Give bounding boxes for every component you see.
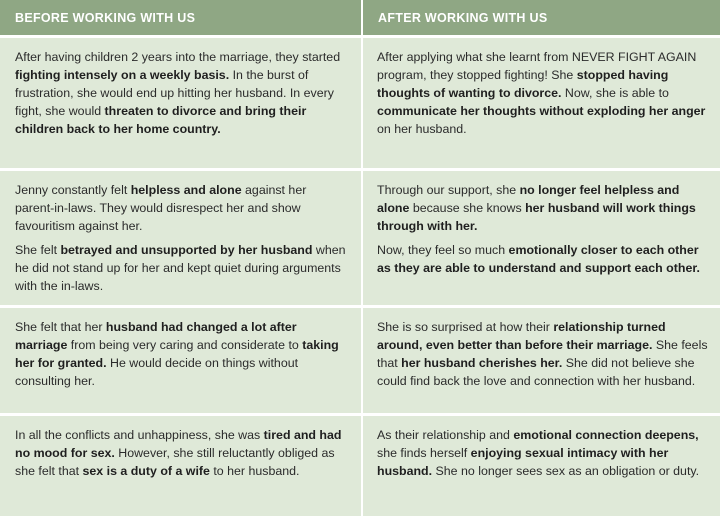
emphasis-text: helpless and alone [130, 183, 242, 197]
body-text: Now, they feel so much [377, 243, 509, 257]
body-text: Now, she is able to [561, 86, 669, 100]
row-4-before [0, 413, 361, 516]
emphasis-text: stopped having thoughts of wanting to divorce. [377, 68, 669, 100]
emphasis-text: her husband will work things through with her. [377, 201, 696, 233]
header-after [361, 0, 720, 35]
body-text: to her husband. [209, 464, 300, 478]
emphasis-text: enjoying sexual intimacy with her husband. [377, 446, 669, 478]
header-before [0, 0, 361, 35]
emphasis-text: sex is a duty of a wife [82, 464, 210, 478]
emphasis-text: fighting intensely on a weekly basis. [15, 68, 230, 82]
row-2-after [361, 168, 720, 305]
cell-paragraph [377, 48, 708, 138]
body-text: from being very caring and considerate to [67, 338, 303, 352]
body-text: Through our support, she [377, 183, 520, 197]
body-text: However, she still reluctantly obliged as she felt that [15, 446, 335, 478]
cell-paragraph [15, 426, 349, 480]
cell-paragraph [15, 48, 349, 138]
emphasis-text: husband had changed a lot after marriage [15, 320, 297, 352]
cell-paragraph [15, 241, 349, 295]
header-before-label: BEFORE WORKING WITH US [15, 10, 196, 25]
cell-paragraph [377, 318, 708, 390]
body-text: As their relationship and [377, 428, 514, 442]
body-text: After having children 2 years into the marriage, they started [15, 50, 341, 64]
body-text: on her husband. [377, 122, 467, 136]
body-text: He would decide on things without consulting her. [15, 356, 299, 388]
body-text: In the burst of frustration, she would end up hitting her husband. In every fight, she would [15, 68, 334, 118]
row-1-before [0, 35, 361, 168]
body-text: She no longer sees sex as an obligation or duty. [432, 464, 700, 478]
body-text: against her parent-in-laws. They would disrespect her and show favouritism against her. [15, 183, 307, 233]
row-2-before [0, 168, 361, 305]
cell-paragraph [377, 241, 708, 277]
body-text: because she knows [409, 201, 526, 215]
emphasis-text: tired and had no mood for sex. [15, 428, 342, 460]
emphasis-text: her husband cherishes her. [401, 356, 563, 370]
body-text: After applying what she learnt from NEVER FIGHT AGAIN program, they stopped fighting! She [377, 50, 697, 82]
cell-paragraph [15, 318, 349, 390]
body-text: She felt [15, 243, 61, 257]
row-3-before [0, 305, 361, 413]
emphasis-text: taking her for granted. [15, 338, 339, 370]
cell-paragraph [377, 426, 708, 480]
emphasis-text: emotionally closer to each other as they are able to understand and support each other. [377, 243, 700, 275]
body-text: In all the conflicts and unhappiness, she was [15, 428, 264, 442]
body-text: Jenny constantly felt [15, 183, 131, 197]
emphasis-text: betrayed and unsupported by her husband [60, 243, 313, 257]
header-after-label: AFTER WORKING WITH US [378, 10, 548, 25]
row-3-after [361, 305, 720, 413]
emphasis-text: no longer feel helpless and alone [377, 183, 680, 215]
cell-paragraph [377, 181, 708, 235]
row-4-after [361, 413, 720, 516]
row-1-after [361, 35, 720, 168]
body-text: She is so surprised at how their [377, 320, 554, 334]
emphasis-text: communicate her thoughts without exploding her anger [377, 104, 706, 118]
cell-paragraph [15, 181, 349, 235]
emphasis-text: emotional connection deepens, [513, 428, 699, 442]
emphasis-text: threaten to divorce and bring their children back to her home country. [15, 104, 307, 136]
body-text: She felt that her [15, 320, 106, 334]
body-text: when he did not stand up for her and kept quiet during arguments with the in-laws. [15, 243, 346, 293]
emphasis-text: relationship turned around, even better than before their marriage. [377, 320, 666, 352]
body-text: She feels that [377, 338, 708, 370]
body-text: she finds herself [377, 446, 471, 460]
body-text: She did not believe she could find back the love and connection with her husband. [377, 356, 696, 388]
